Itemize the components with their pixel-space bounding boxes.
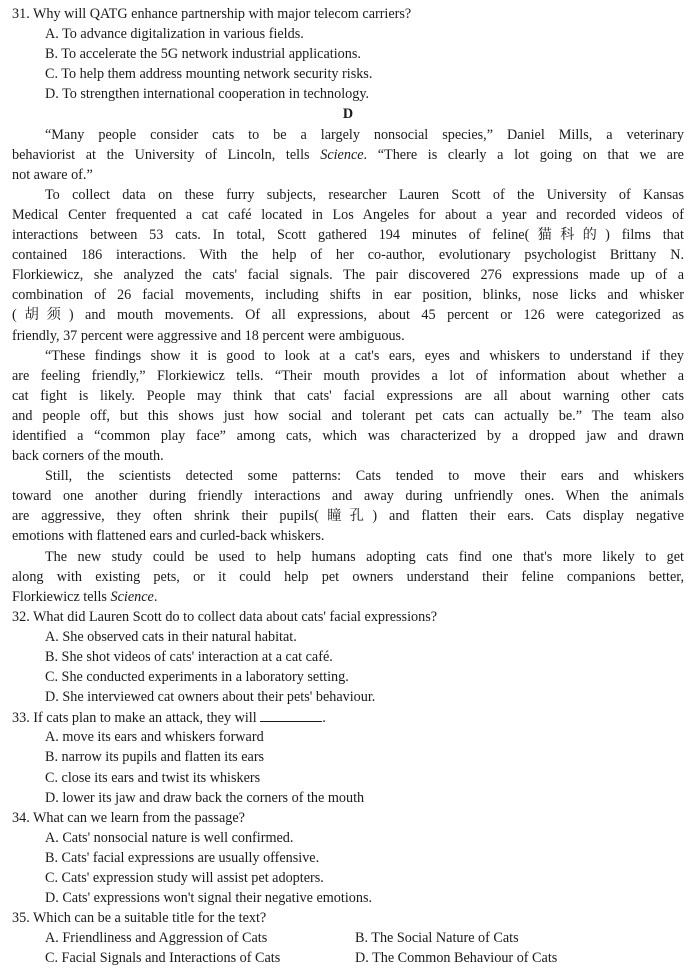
question-35-option-d: D. The Common Behaviour of Cats — [355, 950, 558, 967]
question-35-option-a: A. Friendliness and Aggression of Cats — [45, 930, 268, 947]
question-31-option-d: D. To strengthen international cooperation in technology. — [45, 86, 370, 103]
passage-line — [12, 145, 684, 165]
passage-line: (胡须) and mouth movements. Of all expressions, about 45 percent or 126 were categorized as — [12, 307, 684, 324]
passage-line: identified a “common play face” among cats, which was characterized by a dropped jaw and drawn — [12, 427, 684, 444]
question-31-stem: 31. Why will QATG enhance partnership with major telecom carriers? — [12, 6, 412, 22]
passage-text: behaviorist at the University of Lincoln, tells — [12, 146, 321, 163]
passage-line: friendly, 37 percent were aggressive and 18 percent were ambiguous. — [12, 327, 405, 344]
passage-line: along with existing pets, or it could help pet owners understand their feline companions better, — [12, 568, 684, 585]
question-35-option-b: B. The Social Nature of Cats — [355, 930, 519, 947]
question-34-stem: 34. What can we learn from the passage? — [12, 809, 245, 826]
passage-paragraph-1 — [12, 125, 684, 185]
passage-line: Medical Center frequented a cat café located in Los Angeles for about a year and recorded videos of — [12, 206, 684, 223]
question-35-options-row-1 — [12, 928, 684, 948]
passage-line: not aware of.” — [12, 166, 93, 183]
italic-source: Science — [110, 588, 154, 605]
question-32-option-a: A. She observed cats in their natural habitat. — [45, 628, 297, 645]
question-32-option-c: C. She conducted experiments in a laboratory setting. — [45, 669, 349, 686]
question-32-stem: 32. What did Lauren Scott do to collect data about cats' facial expressions? — [12, 608, 438, 625]
passage-line: are aggressive, they often shrink their pupils(瞳孔) and flatten their ears. Cats display negative — [12, 508, 684, 525]
passage-line: back corners of the mouth. — [12, 448, 164, 465]
passage-paragraph-5 — [12, 547, 684, 607]
passage-line: To collect data on these furry subjects, researcher Lauren Scott of the University of Kansas — [45, 186, 684, 203]
exam-page — [12, 4, 684, 969]
passage-paragraph-3 — [12, 346, 684, 467]
question-33-stem-text: 33. If cats plan to make an attack, they will — [12, 710, 257, 727]
passage-line: Florkiewicz, she analyzed the cats' facial signals. The pair discovered 276 expressions made up of a — [12, 267, 684, 284]
answer-blank — [260, 707, 322, 722]
italic-source: Science — [320, 146, 364, 163]
question-35-stem: 35. Which can be a suitable title for the text? — [12, 910, 267, 927]
passage-line: combination of 26 facial movements, including shifts in ear position, blinks, nose licks and whisker — [12, 287, 684, 304]
passage-line: contained 186 interactions. With the help of her co-author, evolutionary psychologist Brittany N. — [12, 247, 684, 264]
passage-line: emotions with flattened ears and curled-back whiskers. — [12, 528, 325, 545]
passage-line — [12, 587, 684, 607]
question-32-option-d: D. She interviewed cat owners about their pets' behaviour. — [45, 689, 376, 706]
question-34-option-b: B. Cats' facial expressions are usually offensive. — [45, 849, 320, 866]
passage-line: interactions between 53 cats. In total, Scott gathered 194 minutes of feline(猫科的) films that — [12, 227, 684, 244]
passage-line: “These findings show it is good to look at a cat's ears, eyes and whiskers to understand if they — [45, 347, 684, 364]
passage-paragraph-4 — [12, 466, 684, 546]
passage-text: . — [153, 588, 158, 605]
passage-text: . “There is clearly a lot going on that we are — [363, 146, 684, 163]
question-34-option-d: D. Cats' expressions won't signal their negative emotions. — [45, 890, 373, 907]
question-33-option-a: A. move its ears and whiskers forward — [45, 729, 264, 746]
passage-line: are feeling friendly,” Florkiewicz tells. “Their mouth provides a lot of information about whether a — [12, 367, 684, 384]
question-33-option-d: D. lower its jaw and draw back the corners of the mouth — [45, 789, 365, 806]
passage-line: and people off, but this shows just how social and tolerant pet cats can actually be.” The team also — [12, 407, 684, 424]
passage-line: The new study could be used to help humans adopting cats find one that's more likely to get — [45, 548, 684, 565]
question-33-option-c: C. close its ears and twist its whiskers — [45, 769, 261, 786]
question-35-options-row-2 — [12, 948, 684, 968]
passage-line: “Many people consider cats to be a largely nonsocial species,” Daniel Mills, a veterinary — [45, 126, 684, 143]
question-31-option-b: B. To accelerate the 5G network industrial applications. — [45, 46, 361, 63]
passage-line: toward one another during friendly interactions and away during unfriendly ones. When the animals — [12, 488, 684, 505]
question-33-option-b: B. narrow its pupils and flatten its ears — [45, 749, 265, 766]
passage-text: Florkiewicz tells — [12, 588, 111, 605]
question-33-stem — [12, 707, 684, 727]
passage-paragraph-2 — [12, 185, 684, 346]
passage-line: Still, the scientists detected some patterns: Cats tended to move their ears and whiskers — [45, 468, 684, 485]
question-35-option-c: C. Facial Signals and Interactions of Cats — [45, 950, 281, 967]
question-33-stem-end: . — [322, 710, 326, 727]
question-31-option-a: A. To advance digitalization in various fields. — [45, 26, 304, 43]
question-31-option-c: C. To help them address mounting network security risks. — [45, 66, 373, 83]
section-heading: D — [342, 106, 354, 123]
passage-line: cat fight is likely. People may think that cats' facial expressions are all about warning other cats — [12, 387, 684, 404]
question-32-option-b: B. She shot videos of cats' interaction at a cat café. — [45, 649, 333, 665]
question-34-option-a: A. Cats' nonsocial nature is well confirmed. — [45, 829, 294, 846]
question-34-option-c: C. Cats' expression study will assist pet adopters. — [45, 870, 324, 887]
